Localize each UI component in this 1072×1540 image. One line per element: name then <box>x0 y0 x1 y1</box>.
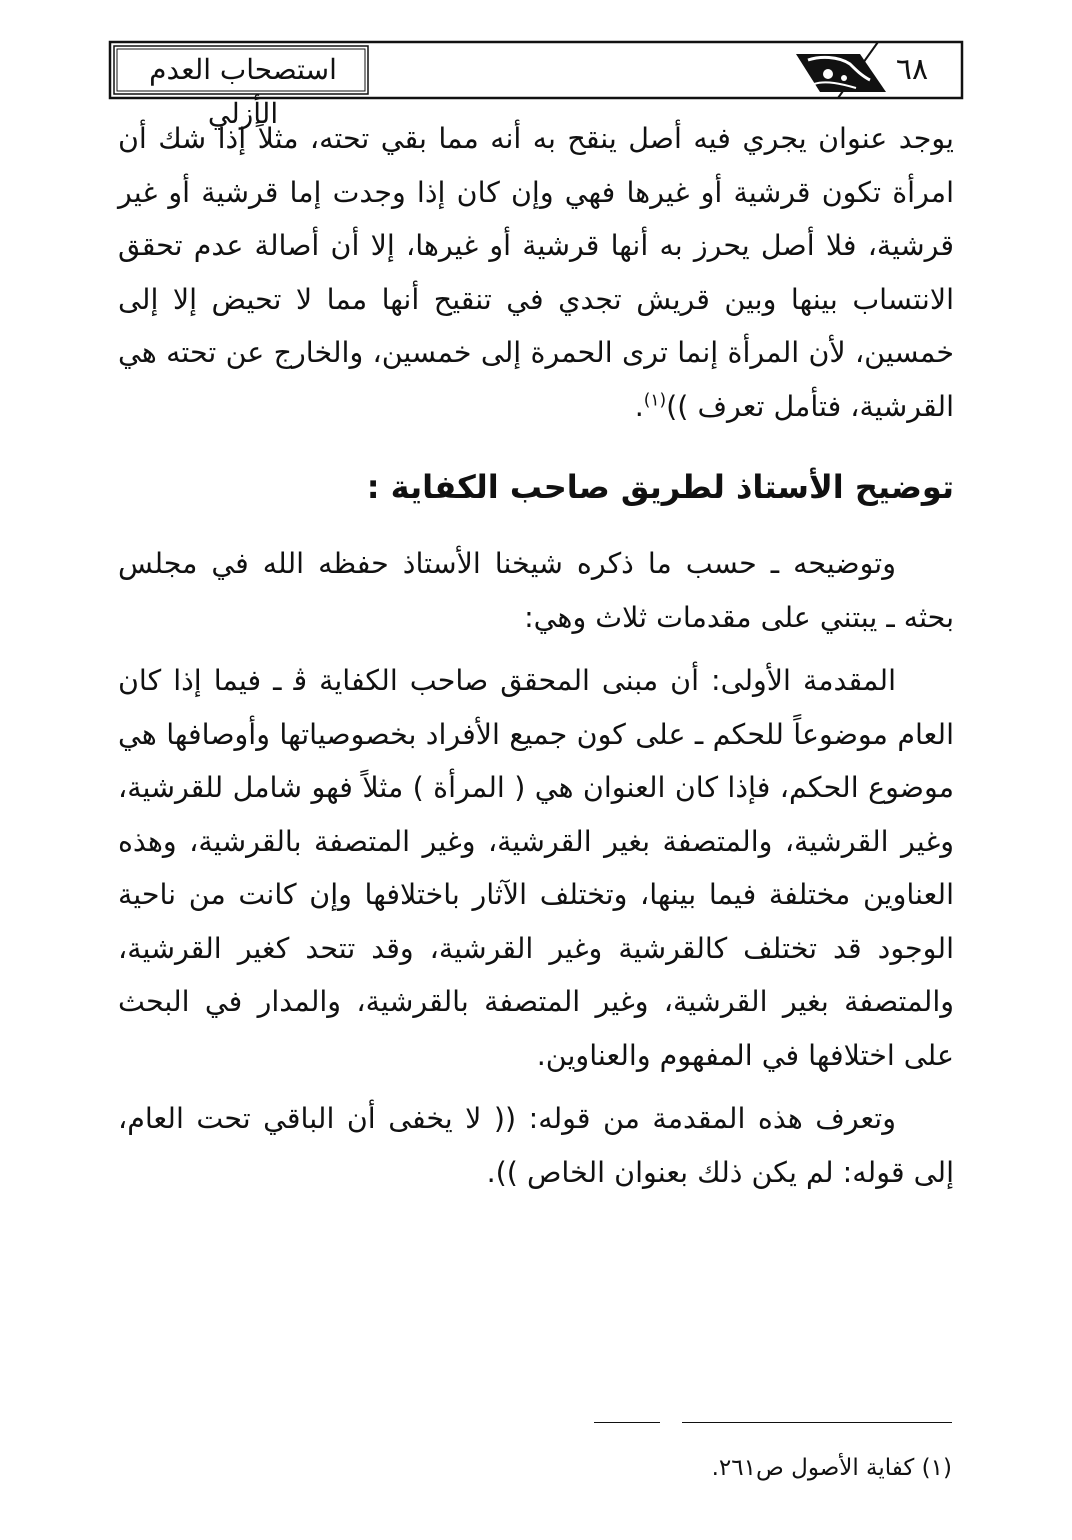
footnote-rule-long <box>682 1422 952 1423</box>
paragraph-end-mark: . <box>634 389 644 423</box>
section-heading: توضيح الأستاذ لطريق صاحب الكفاية : <box>366 468 954 506</box>
page-number: ٦٨ <box>895 52 929 87</box>
main-text <box>118 112 954 1199</box>
paragraph-intro: وتوضيحه ـ حسب ما ذكره شيخنا الأستاذ حفظه الله في مجلس بحثه ـ يبتني على مقدمات ثلاث وهي: <box>118 547 954 634</box>
paragraph-text: يوجد عنوان يجري فيه أصل ينقح به أنه مما بقي تحته، مثلاً إذا شك أن امرأة تكون قرشية أو غيرها فهي وإن كان إذا وجدت إما قرشية أو غير قرشية، فلا أصل يحرز به أنها قرشية أو غيرها، إلا أن أصالة عدم تحقق الانتساب بينها وبين قريش تجدي في تنقيح أنها مما لا تحيض إلا إلى خمسين، لأن المرأة إنما ترى الحمرة إلى خمسين، والخارج عن تحته هي القرشية، فتأمل تعرف )) <box>118 122 954 423</box>
footnote-reference: (١) <box>643 390 667 410</box>
footnote-rule-short <box>594 1422 660 1423</box>
paragraph-continuation <box>118 112 954 433</box>
footnote: (١) كفاية الأصول ص٢٦١. <box>711 1455 952 1481</box>
footnote-separator <box>592 1422 952 1426</box>
paragraph-premise-source: وتعرف هذه المقدمة من قوله: (( لا يخفى أن الباقي تحت العام، إلى قوله: لم يكن ذلك بعنوان الخاص )). <box>118 1102 954 1189</box>
running-header <box>108 40 964 130</box>
running-title: استصحاب العدم الأزلي <box>149 53 337 130</box>
paragraph-first-premise: المقدمة الأولى: أن مبنى المحقق صاحب الكفاية ﭬ ـ فيما إذا كان العام موضوعاً للحكم ـ على كون جميع الأفراد بخصوصياتها وأوصافها هي موضوع الحكم، فإذا كان العنوان هي ( المرأة ) مثلاً فهو شامل للقرشية، وغير القرشية، والمتصفة بغير القرشية، وغير المتصفة بالقرشية، وهذه العناوين مختلفة فيما بينها، وتختلف الآثار باختلافها وإن كانت من ناحية الوجود قد تختلف كالقرشية وغير القرشية، وقد تتحد كغير القرشية، والمتصفة بغير القرشية، وغير المتصفة بالقرشية، والمدار في البحث على اختلافها في المفهوم والعناوين. <box>118 664 954 1072</box>
